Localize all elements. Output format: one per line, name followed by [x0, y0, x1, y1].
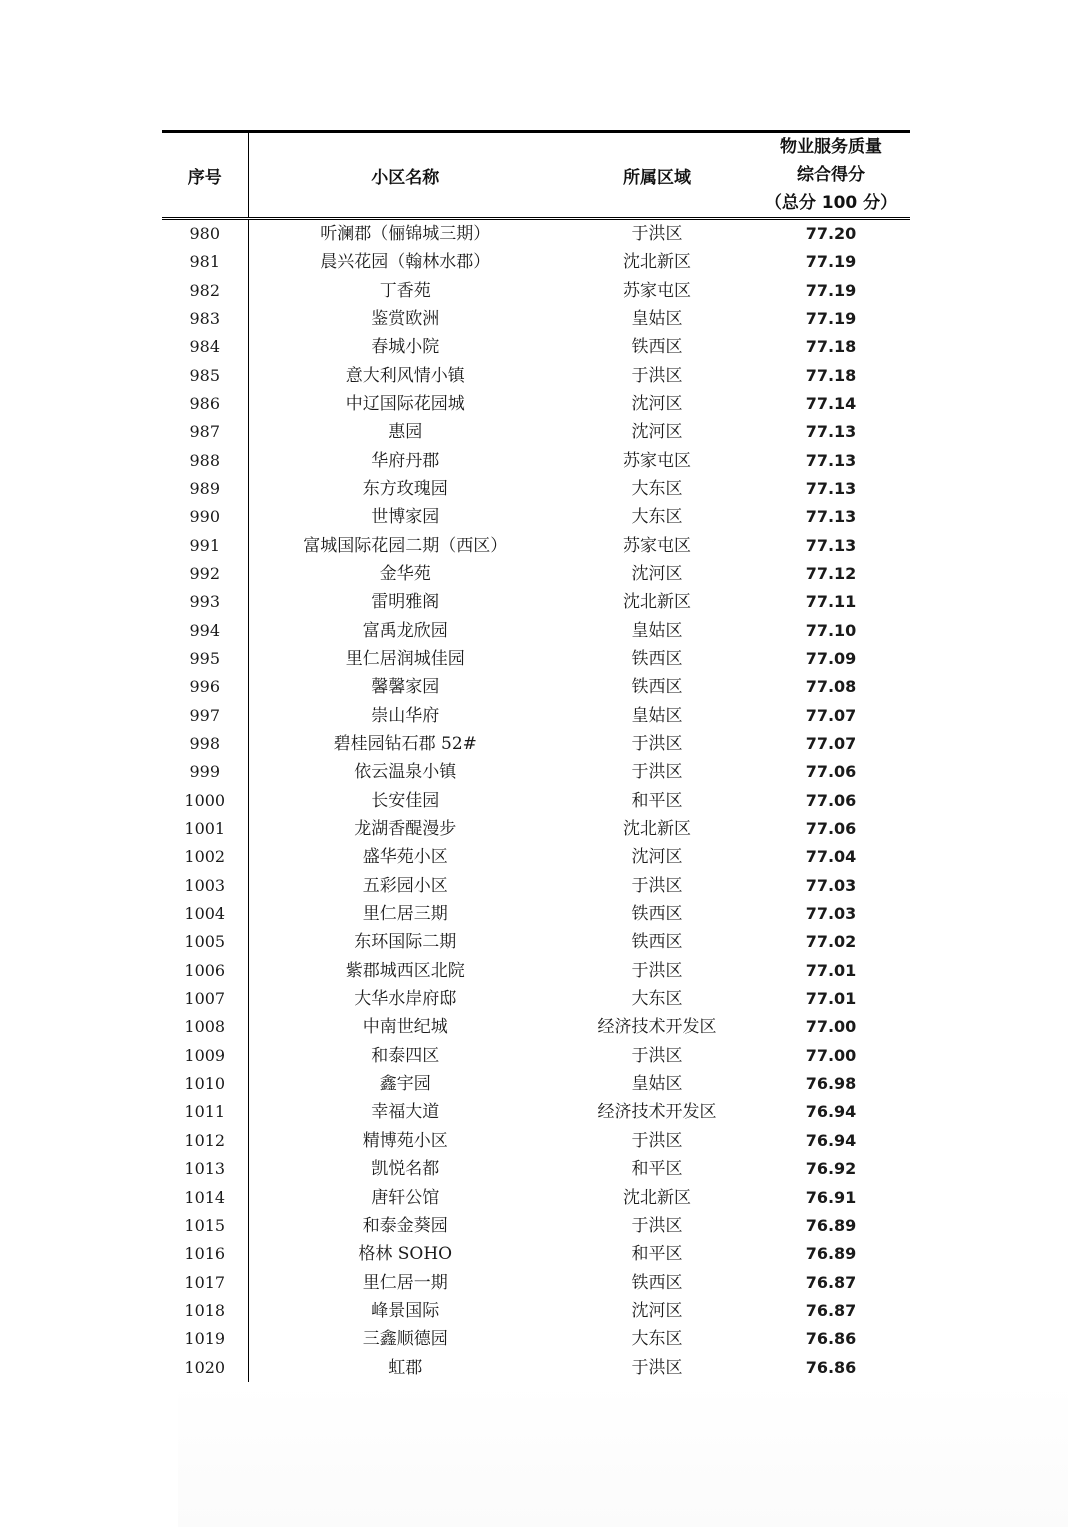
table-row — [162, 1042, 910, 1070]
row-community-name: 三鑫顺德园 — [362, 1329, 448, 1350]
row-community-name: 唐轩公馆 — [371, 1187, 440, 1208]
table-row — [162, 1212, 910, 1240]
table-row — [162, 872, 910, 900]
row-community-name: 长安佳园 — [371, 790, 440, 811]
row-district: 大东区 — [631, 1329, 683, 1350]
row-index: 1003 — [162, 872, 248, 900]
row-district: 经济技术开发区 — [597, 1017, 717, 1038]
table-row — [162, 957, 910, 985]
row-community-name: 精博苑小区 — [362, 1130, 448, 1151]
row-district: 和平区 — [631, 1159, 683, 1180]
row-district: 沈河区 — [631, 422, 683, 443]
row-score: 77.12 — [805, 563, 857, 583]
table-row — [162, 1070, 910, 1098]
table-row — [162, 390, 910, 418]
row-index: 991 — [162, 531, 248, 559]
row-score: 77.01 — [805, 960, 857, 980]
ranking-table — [162, 130, 910, 1382]
row-score: 76.91 — [805, 1187, 857, 1207]
row-index: 1005 — [162, 928, 248, 956]
row-score: 77.09 — [805, 648, 857, 668]
row-score: 76.94 — [805, 1130, 857, 1150]
row-index: 1004 — [162, 900, 248, 928]
row-district: 大东区 — [631, 507, 683, 528]
row-score: 76.89 — [805, 1215, 857, 1235]
row-community-name: 紫郡城西区北院 — [345, 960, 465, 981]
table-row — [162, 276, 910, 304]
header-index: 序号 — [162, 132, 248, 219]
row-score: 76.86 — [805, 1357, 857, 1377]
row-district: 沈河区 — [631, 1300, 683, 1321]
row-community-name: 和泰金葵园 — [362, 1215, 448, 1236]
table-row — [162, 1240, 910, 1268]
table-row — [162, 219, 910, 249]
table-row — [162, 1268, 910, 1296]
row-index: 997 — [162, 702, 248, 730]
row-index: 980 — [162, 219, 248, 249]
row-district: 沈北新区 — [623, 252, 691, 273]
header-district: 所属区域 — [562, 132, 752, 219]
row-score: 77.08 — [805, 677, 857, 697]
table-row — [162, 1127, 910, 1155]
row-score: 76.87 — [805, 1272, 857, 1292]
row-score: 77.07 — [805, 705, 857, 725]
row-index: 994 — [162, 616, 248, 644]
row-district: 沈北新区 — [623, 592, 691, 613]
row-index: 1017 — [162, 1268, 248, 1296]
row-index: 983 — [162, 305, 248, 333]
row-community-name: 里仁居一期 — [362, 1272, 448, 1293]
row-community-name: 和泰四区 — [371, 1045, 440, 1066]
row-index: 987 — [162, 418, 248, 446]
table-row — [162, 333, 910, 361]
row-community-name: 意大利风情小镇 — [345, 365, 465, 386]
header-score-line2: 综合得分 — [797, 165, 865, 185]
row-score: 77.00 — [805, 1017, 857, 1037]
row-community-name: 盛华苑小区 — [362, 847, 448, 868]
row-district: 和平区 — [631, 1244, 683, 1265]
row-community-name: 幸福大道 — [371, 1102, 440, 1123]
row-score: 76.98 — [805, 1074, 857, 1094]
row-community-name: 依云温泉小镇 — [354, 762, 457, 783]
row-score: 77.11 — [805, 592, 857, 612]
row-district: 于洪区 — [631, 762, 683, 783]
header-score-line3: （总分 100 分） — [764, 193, 898, 213]
row-index: 989 — [162, 475, 248, 503]
row-community-name: 五彩园小区 — [362, 875, 448, 896]
table-row — [162, 928, 910, 956]
row-community-name: 雷明雅阁 — [371, 592, 440, 613]
table-row — [162, 446, 910, 474]
row-score: 76.89 — [805, 1244, 857, 1264]
row-index: 988 — [162, 446, 248, 474]
table-row — [162, 616, 910, 644]
row-index: 1012 — [162, 1127, 248, 1155]
row-score: 77.01 — [805, 989, 857, 1009]
row-community-name: 世博家园 — [371, 507, 440, 528]
row-district: 沈河区 — [631, 393, 683, 414]
row-index: 1006 — [162, 957, 248, 985]
row-index: 1000 — [162, 787, 248, 815]
row-index: 993 — [162, 588, 248, 616]
row-district: 苏家屯区 — [623, 450, 691, 471]
row-index: 1014 — [162, 1183, 248, 1211]
row-community-name: 大华水岸府邸 — [354, 989, 457, 1010]
row-score: 77.07 — [805, 734, 857, 754]
row-district: 沈北新区 — [623, 819, 691, 840]
table-row — [162, 1155, 910, 1183]
table-row — [162, 815, 910, 843]
row-district: 沈北新区 — [623, 1187, 691, 1208]
row-index: 1016 — [162, 1240, 248, 1268]
row-district: 于洪区 — [631, 365, 683, 386]
row-community-name: 凯悦名都 — [371, 1159, 440, 1180]
row-score: 76.94 — [805, 1102, 857, 1122]
table-row — [162, 1013, 910, 1041]
row-community-name: 晨兴花园（翰林水郡） — [320, 252, 491, 273]
row-score: 77.06 — [805, 790, 857, 810]
row-score: 77.13 — [805, 507, 857, 527]
row-district: 沈河区 — [631, 563, 683, 584]
row-index: 1010 — [162, 1070, 248, 1098]
row-score: 77.03 — [805, 875, 857, 895]
row-community-name: 鉴赏欧洲 — [371, 308, 440, 329]
row-community-name: 碧桂园钻石郡 52# — [333, 734, 477, 755]
row-index: 1008 — [162, 1013, 248, 1041]
row-score: 77.13 — [805, 478, 857, 498]
row-district: 苏家屯区 — [623, 535, 691, 556]
table-row — [162, 702, 910, 730]
header-name: 小区名称 — [248, 132, 562, 219]
row-score: 77.13 — [805, 450, 857, 470]
row-index: 1007 — [162, 985, 248, 1013]
row-district: 于洪区 — [631, 734, 683, 755]
row-score: 77.04 — [805, 847, 857, 867]
table-row — [162, 1183, 910, 1211]
row-district: 铁西区 — [631, 904, 683, 925]
row-index: 996 — [162, 673, 248, 701]
table-row — [162, 1325, 910, 1353]
table-row — [162, 985, 910, 1013]
row-district: 皇姑区 — [631, 620, 683, 641]
row-district: 经济技术开发区 — [597, 1102, 717, 1123]
row-community-name: 华府丹郡 — [371, 450, 440, 471]
row-district: 大东区 — [631, 989, 683, 1010]
table-row — [162, 645, 910, 673]
row-community-name: 金华苑 — [379, 563, 431, 584]
table-row — [162, 248, 910, 276]
table-row — [162, 730, 910, 758]
row-community-name: 龙湖香醍漫步 — [354, 819, 457, 840]
table-row — [162, 1297, 910, 1325]
table-row — [162, 475, 910, 503]
row-district: 于洪区 — [631, 1215, 683, 1236]
row-score: 77.13 — [805, 535, 857, 555]
row-district: 和平区 — [631, 790, 683, 811]
row-score: 77.19 — [805, 252, 857, 272]
header-score-line1: 物业服务质量 — [780, 137, 882, 157]
table-row — [162, 305, 910, 333]
row-index: 995 — [162, 645, 248, 673]
header-score — [752, 132, 910, 219]
row-community-name: 丁香苑 — [379, 280, 431, 301]
row-index: 998 — [162, 730, 248, 758]
row-score: 77.06 — [805, 762, 857, 782]
table-row — [162, 900, 910, 928]
row-community-name: 里仁居润城佳园 — [345, 648, 465, 669]
row-index: 1009 — [162, 1042, 248, 1070]
row-community-name: 听澜郡（俪锦城三期） — [320, 224, 491, 244]
row-score: 76.92 — [805, 1159, 857, 1179]
row-district: 于洪区 — [631, 1130, 683, 1151]
row-score: 77.00 — [805, 1045, 857, 1065]
row-index: 1019 — [162, 1325, 248, 1353]
table-row — [162, 531, 910, 559]
row-score: 77.02 — [805, 932, 857, 952]
row-score: 77.10 — [805, 620, 857, 640]
row-score: 77.13 — [805, 422, 857, 442]
row-district: 铁西区 — [631, 1272, 683, 1293]
row-district: 大东区 — [631, 478, 683, 499]
row-district: 铁西区 — [631, 677, 683, 698]
ranking-table-container — [162, 130, 910, 1382]
row-index: 981 — [162, 248, 248, 276]
row-district: 苏家屯区 — [623, 280, 691, 301]
row-index: 1013 — [162, 1155, 248, 1183]
row-score: 77.14 — [805, 393, 857, 413]
table-row — [162, 588, 910, 616]
row-district: 皇姑区 — [631, 705, 683, 726]
table-row — [162, 418, 910, 446]
row-score: 77.19 — [805, 308, 857, 328]
row-index: 1011 — [162, 1098, 248, 1126]
row-community-name: 虹郡 — [388, 1357, 423, 1378]
table-row — [162, 787, 910, 815]
row-index: 990 — [162, 503, 248, 531]
row-index: 1015 — [162, 1212, 248, 1240]
row-community-name: 里仁居三期 — [362, 904, 448, 925]
row-score: 76.86 — [805, 1329, 857, 1349]
row-index: 985 — [162, 361, 248, 389]
row-district: 于洪区 — [631, 960, 683, 981]
table-row — [162, 503, 910, 531]
row-district: 于洪区 — [631, 224, 683, 244]
row-index: 999 — [162, 758, 248, 786]
row-score: 77.20 — [805, 224, 857, 243]
row-district: 皇姑区 — [631, 308, 683, 329]
row-community-name: 富禹龙欣园 — [362, 620, 448, 641]
row-community-name: 格林 SOHO — [358, 1244, 453, 1265]
table-row — [162, 361, 910, 389]
page-shadow — [178, 1382, 1068, 1527]
row-index: 986 — [162, 390, 248, 418]
table-row — [162, 1098, 910, 1126]
row-community-name: 富城国际花园二期（西区） — [303, 535, 508, 556]
row-index: 1001 — [162, 815, 248, 843]
row-community-name: 中南世纪城 — [362, 1017, 448, 1038]
table-row — [162, 1353, 910, 1381]
row-score: 77.18 — [805, 365, 857, 385]
row-index: 992 — [162, 560, 248, 588]
table-row — [162, 560, 910, 588]
row-community-name: 春城小院 — [371, 337, 440, 358]
row-score: 77.03 — [805, 904, 857, 924]
table-row — [162, 843, 910, 871]
row-score: 77.19 — [805, 280, 857, 300]
row-district: 铁西区 — [631, 932, 683, 953]
header-row — [162, 132, 910, 219]
row-district: 铁西区 — [631, 337, 683, 358]
row-district: 于洪区 — [631, 1045, 683, 1066]
row-district: 铁西区 — [631, 648, 683, 669]
row-community-name: 东方玫瑰园 — [362, 478, 448, 499]
row-community-name: 馨馨家园 — [371, 677, 440, 698]
table-header — [162, 132, 910, 219]
row-index: 1018 — [162, 1297, 248, 1325]
row-community-name: 峰景国际 — [371, 1300, 440, 1321]
row-index: 982 — [162, 276, 248, 304]
row-community-name: 中辽国际花园城 — [345, 393, 465, 414]
table-row — [162, 673, 910, 701]
row-index: 1002 — [162, 843, 248, 871]
row-community-name: 鑫宇园 — [379, 1074, 431, 1095]
row-score: 77.06 — [805, 819, 857, 839]
row-district: 于洪区 — [631, 875, 683, 896]
row-index: 1020 — [162, 1353, 248, 1381]
table-row — [162, 758, 910, 786]
row-district: 于洪区 — [631, 1357, 683, 1378]
row-index: 984 — [162, 333, 248, 361]
row-district: 皇姑区 — [631, 1074, 683, 1095]
row-score: 76.87 — [805, 1300, 857, 1320]
row-district: 沈河区 — [631, 847, 683, 868]
row-community-name: 东环国际二期 — [354, 932, 457, 953]
row-score: 77.18 — [805, 337, 857, 357]
table-body — [162, 219, 910, 1382]
row-community-name: 崇山华府 — [371, 705, 440, 726]
row-community-name: 惠园 — [388, 422, 423, 443]
